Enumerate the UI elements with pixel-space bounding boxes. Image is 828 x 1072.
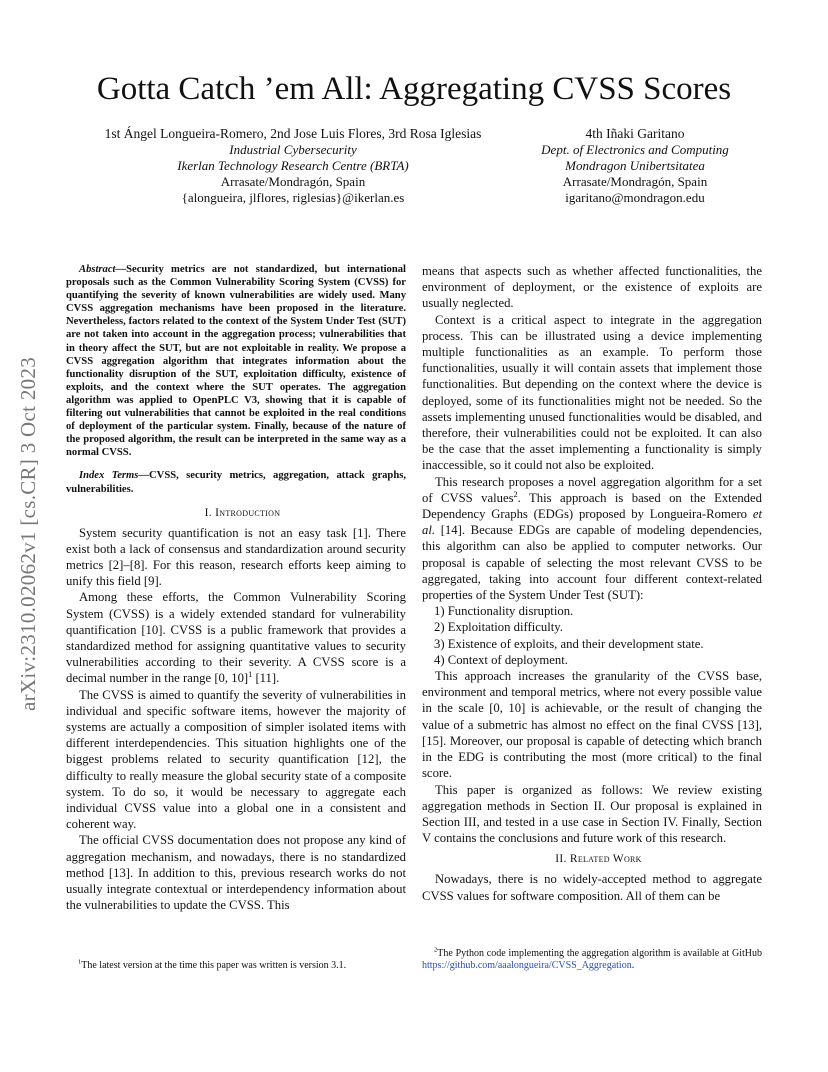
abstract-label: Abstract— [79,264,127,275]
footnote-ref: 1 [248,670,253,680]
arxiv-watermark: arXiv:2310.02062v1 [cs.CR] 3 Oct 2023 [16,356,40,712]
intro-paragraph [66,589,406,686]
intro-paragraph: The CVSS is aimed to quantify the severity of vulnerabilities in individual and specific software items, however the majority of systems are actually a composition of simpler isolated items with different interdependencies. This situation highlights one of the biggest problems related to security quantification [12], the difficulty to really measure the global security state of a composite system. To do so, it would be necessary to aggregate each individual CVSS value into a global one in a consistent and coherent way. [66,687,406,832]
author-email-right: igaritano@mondragon.edu [565,190,705,205]
footnote-1-mark: 1 [78,958,82,966]
author-org-right: Mondragon Unibertsitatea [565,158,705,173]
author-block-left [78,126,508,206]
index-terms-text: CVSS, security metrics, aggregation, attack graphs, vulnerabilities. [66,470,406,495]
list-item: 3) Existence of exploits, and their development state. [434,636,704,651]
paper-title: Gotta Catch ’em All: Aggregating CVSS Scores [96,71,732,107]
footnote-2 [422,948,762,973]
author-block-right [520,126,750,206]
footnote-2-text: The Python code implementing the aggregation algorithm is available at GitHub [437,948,762,959]
footnote-2-end: . [631,960,635,972]
intro-paragraph: The official CVSS documentation does not propose any kind of aggregation mechanism, and nowadays, there is no standardized method [13]. In addition to this, previous research works do not usually integrate contextual or interdependency information about the vulnerabilities to update the CVSS. This [66,833,406,913]
body-text-italic: et al. [422,507,762,538]
right-column [422,263,762,904]
property-list [422,603,762,668]
index-terms [66,469,406,495]
intro-paragraph-text: Among these efforts, the Common Vulnerability Scoring System (CVSS) is a widely extended standard for vulnerability quantification [10]. CVSS is a public framework that provides a standardized method for assigning quantitative values to security vulnerabilities according to their severity. A CVSS score is a decimal number in the range [0, 10] [66,590,406,686]
body-text: This research proposes a novel aggregation algorithm for a set of CVSS values [422,474,762,505]
body-paragraph [422,474,762,604]
footnote-2-mark: 2 [434,946,438,954]
abstract [66,263,406,459]
intro-paragraph: System security quantification is not an easy task [1]. There exist both a lack of consensus and standardization around security metrics [2]–[8]. For this reason, research efforts keep aiming to unify this field [9]. [66,525,406,589]
footnote-ref: 2 [513,489,518,499]
body-paragraph: Nowadays, there is no widely-accepted method to aggregate CVSS values for software composition. All of them can be [422,872,762,903]
section-1-heading: I. Introduction [204,506,281,519]
list-item: 4) Context of deployment. [434,652,568,667]
footnote-1 [66,960,406,972]
footnote-1-text: The latest version at the time this paper was written is version 3.1. [81,960,347,971]
abstract-text: Security metrics are not standardized, but international proposals such as the Common Vulnerability Scoring System (CVSS) for quantifying the severity of known vulnerabilities are widely used. Many CVSS aggregation mechanisms have been proposed in the literature. Nevertheless, factors related to the context of the System Under Test (SUT) are not taken into account in the aggregation process; vulnerabilities that in theory affect the SUT, but are not exploitable in reality. We propose a CVSS aggregation algorithm that integrates information about the functionality disruption of the SUT, exploitation difficulty, existence of exploits, and the context where the SUT operates. The aggregation algorithm was applied to OpenPLC V3, showing that it is capable of filtering out vulnerabilities that cannot be exploited in the real conditions of deployment of the particular system. Finally, because of the nature of the proposed algorithm, the result can be interpreted in the same way as a normal CVSS. [66,264,406,459]
author-org-left: Ikerlan Technology Research Centre (BRTA) [177,158,409,173]
list-item: 2) Exploitation difficulty. [434,620,563,635]
body-paragraph: This paper is organized as follows: We review existing aggregation methods in Section II. Our proposal is explained in Section III, and tested in a use case in Section IV. Finally, Section V contains the conclusions and future work of this research. [422,782,762,846]
body-paragraph: means that aspects such as whether affected functionalities, the environment of deployment, or the existence of exploits are usually neglected. [422,264,762,311]
list-item: 1) Functionality disruption. [434,604,574,619]
body-paragraph: Context is a critical aspect to integrate in the aggregation process. This can be illustrated using a device implementing multiple functionalities as an example. To perform those functionalities, usually it will contain assets that implement those functionalities. But depending on the context where the device is deployed, some of its functionalities might not be needed. So the assets implementing unused functionalities would be disabled, and therefore, their vulnerabilities could not be exploited. It can also be the case that the asset implementing a functionality is simply inaccessible, so it could not also be exploited. [422,312,762,473]
section-2-heading: II. Related Work [555,853,642,866]
author-dept-left: Industrial Cybersecurity [229,142,357,157]
body-text: . This approach is based on the Extended Dependency Graphs (EDGs) proposed by Longueira-Romero [422,490,762,522]
author-names-left: 1st Ángel Longueira-Romero, 2nd Jose Luis Flores, 3rd Rosa Iglesias [104,126,482,141]
github-link[interactable]: https://github.com/aaalongueira/CVSS_Aggregation [422,960,632,972]
body-text: [14]. Because EDGs are capable of modeling dependencies, this algorithm can also be applied to computer networks. Our proposal is capable of selecting the most relevant CVSS to be aggregated, taking into account four different context-related properties of the System Under Test (SUT): [422,523,762,603]
index-terms-label: Index Terms— [79,470,150,482]
body-paragraph: This approach increases the granularity of the CVSS base, environment and temporal metrics, where not every possible value in the scale [0, 10] is achievable, or the result of changing the value of a submetric has almost no effect on the final CVSS [13], [15]. Moreover, our proposal is capable of detecting which branch in the EDG is contributing the most (more critical) to the final score. [422,669,762,781]
author-names-right: 4th Iñaki Garitano [585,126,685,141]
author-dept-right: Dept. of Electronics and Computing [541,142,729,157]
left-column [66,263,406,913]
author-email-left: {alongueira, jlflores, riglesias}@ikerlan.es [181,190,405,205]
author-city-left: Arrasate/Mondragón, Spain [220,174,366,189]
intro-citation: [11]. [255,671,280,686]
author-city-right: Arrasate/Mondragón, Spain [562,174,708,189]
